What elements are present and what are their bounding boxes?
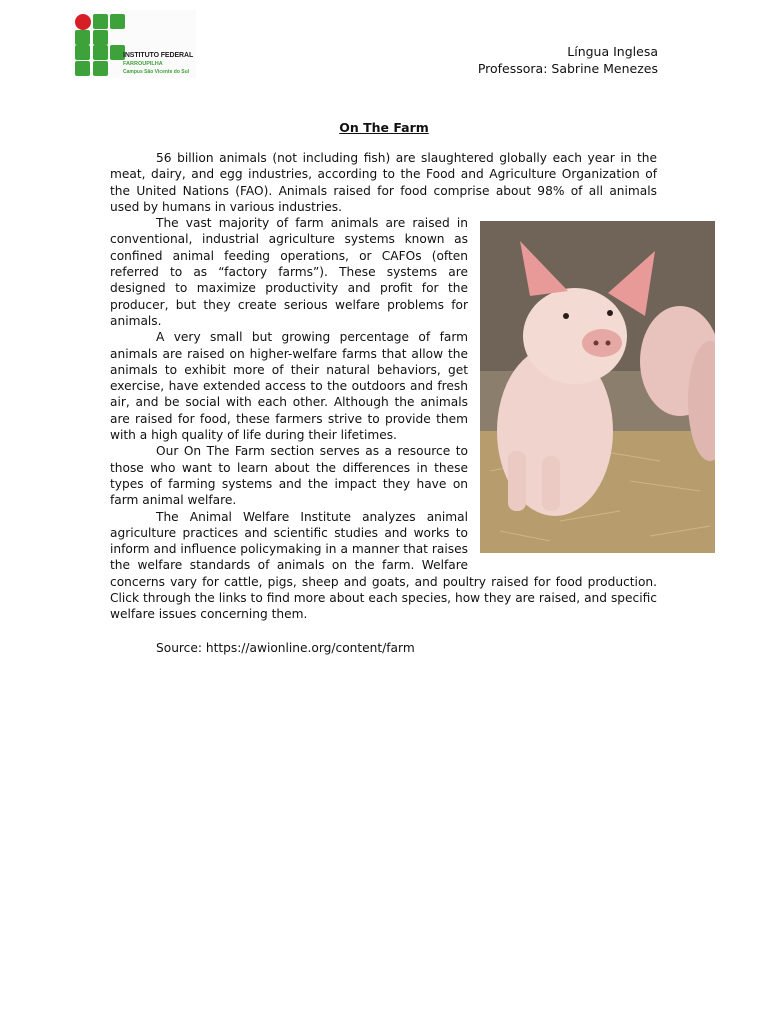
paragraph: [110, 215, 657, 329]
logo-square: [93, 30, 108, 45]
pig-photo: [480, 221, 715, 553]
paragraph: Our On The Farm section serves as a resource to those who want to learn about the differences in these types of farming systems and the impact they have on farm animal welfare.: [110, 444, 468, 508]
logo-square: [75, 45, 90, 60]
article-body: [110, 150, 657, 656]
teacher-name: Professora: Sabrine Menezes: [477, 61, 658, 76]
page-title: On The Farm: [339, 120, 429, 135]
course-name: Língua Inglesa: [567, 44, 658, 59]
logo-red-circle: [75, 14, 91, 30]
logo-square: [75, 61, 90, 76]
logo-square: [75, 30, 90, 45]
logo-square: [110, 14, 125, 29]
logo-square: [93, 61, 108, 76]
document-header: [478, 43, 658, 77]
institution-logo: [72, 10, 196, 78]
paragraph: A very small but growing percentage of farm animals are raised on higher-welfare farms that allow the animals to exhibit more of their natural behaviors, get exercise, have extended access to the outdoors and fresh air, and be social with each other. Although the animals are raised for food, these farmers strive to provide them with a high quality of life during their lifetimes.: [110, 330, 468, 443]
logo-square: [93, 45, 108, 60]
paragraph: 56 billion animals (not including fish) are slaughtered globally each year in the meat, dairy, and egg industries, according to the Food and Agriculture Organization of the United Nations (FAO). Animals raised for food comprise about 98% of all animals used by humans in various industries.: [110, 151, 657, 214]
paragraph-text: The vast majority of farm animals are raised in conventional, industrial agriculture systems known as confined animal feeding operations, or CAFOs (often referred to as “factory farms”). These systems are designed to maximize productivity and profit for the producer, but they create serious welfare problems for animals.: [110, 216, 468, 328]
logo-square: [93, 14, 108, 29]
logo-text-line3: Campus São Vicente do Sul: [123, 69, 190, 75]
logo-text-line1: INSTITUTO FEDERAL: [123, 52, 194, 59]
source-citation: Source: https://awionline.org/content/farm: [156, 640, 415, 655]
pig-illustration: [480, 221, 715, 553]
paragraph: The Animal Welfare Institute analyzes animal agriculture practices and scientific studies and works to inform and influence policymaking in a manner that raises the welfare standards of animals on the farm. Welfare concerns vary for cattle, pigs, sheep and goats, and poultry raised for food production. Click through the links to find more about each species, how they are raised, and specific welfare issues concerning them.: [110, 509, 657, 622]
logo-text-line2: FARROUPILHA: [123, 61, 163, 67]
